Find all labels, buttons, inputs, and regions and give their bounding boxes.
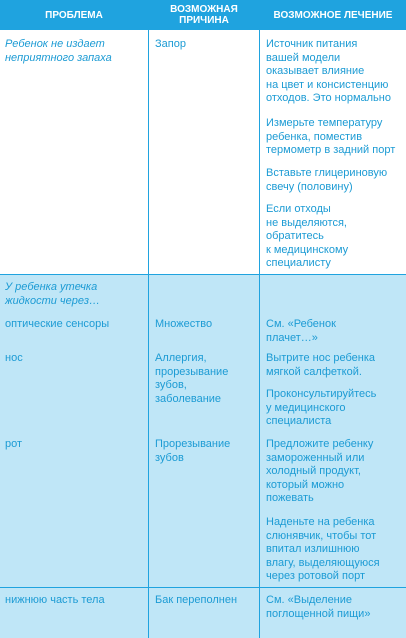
cause-many: Множество: [155, 318, 213, 330]
remedy-cold-food: Предложите ребенку замороженный или холодный продукт, который можно пожевать: [266, 438, 374, 504]
cause-teething: Прорезывание зубов: [155, 438, 231, 464]
remedy-glycerin: Вставьте глицериновую свечу (половину): [266, 167, 388, 193]
remedy-see-crying: См. «Ребенок плачет…»: [266, 318, 336, 344]
problem-no-smell: Ребенок не издает неприятного запаха: [5, 38, 112, 64]
remedy-bib: Наденьте на ребенка слюнявчик, чтобы тот впитал излишнюю влагу, выделяющуюся через ротовой порт: [266, 516, 380, 582]
problem-nose: нос: [5, 352, 23, 364]
remedy-see-specialist: Если отходы не выделяются, обратитесь к медицинскому специалисту: [266, 203, 349, 269]
row-divider: [0, 587, 406, 588]
remedy-consult-specialist: Проконсультируйтесь у медицинского специалиста: [266, 388, 377, 427]
problem-mouth: рот: [5, 438, 23, 450]
column-divider: [259, 0, 260, 638]
cause-tank-full: Бак переполнен: [155, 594, 238, 606]
remedy-wipe-nose: Вытрите нос ребенка мягкой салфеткой.: [266, 352, 376, 378]
row-divider: [0, 274, 406, 275]
remedy-food-source: Источник питания вашей модели оказывает влияние на цвет и консистенцию отходов. Это нормально: [266, 38, 391, 104]
problem-lower-body: нижнюю часть тела: [5, 594, 105, 606]
problem-fluid-leak: У ребенка утечка жидкости через…: [5, 281, 100, 307]
cause-allergy: Аллергия, прорезывание зубов, заболевание: [155, 352, 229, 405]
remedy-see-excretion: См. «Выделение поглощенной пищи»: [266, 594, 371, 620]
remedy-measure-temperature: Измерьте температуру ребенка, поместив термометр в задний порт: [266, 117, 396, 156]
problem-optical-sensors: оптические сенсоры: [5, 318, 110, 330]
header-cause: ВОЗМОЖНАЯ ПРИЧИНА: [170, 4, 238, 26]
header-problem: ПРОБЛЕМА: [45, 9, 103, 21]
cause-constipation: Запор: [155, 38, 186, 50]
column-divider: [148, 0, 149, 638]
header-remedy: ВОЗМОЖНОЕ ЛЕЧЕНИЕ: [273, 9, 393, 21]
